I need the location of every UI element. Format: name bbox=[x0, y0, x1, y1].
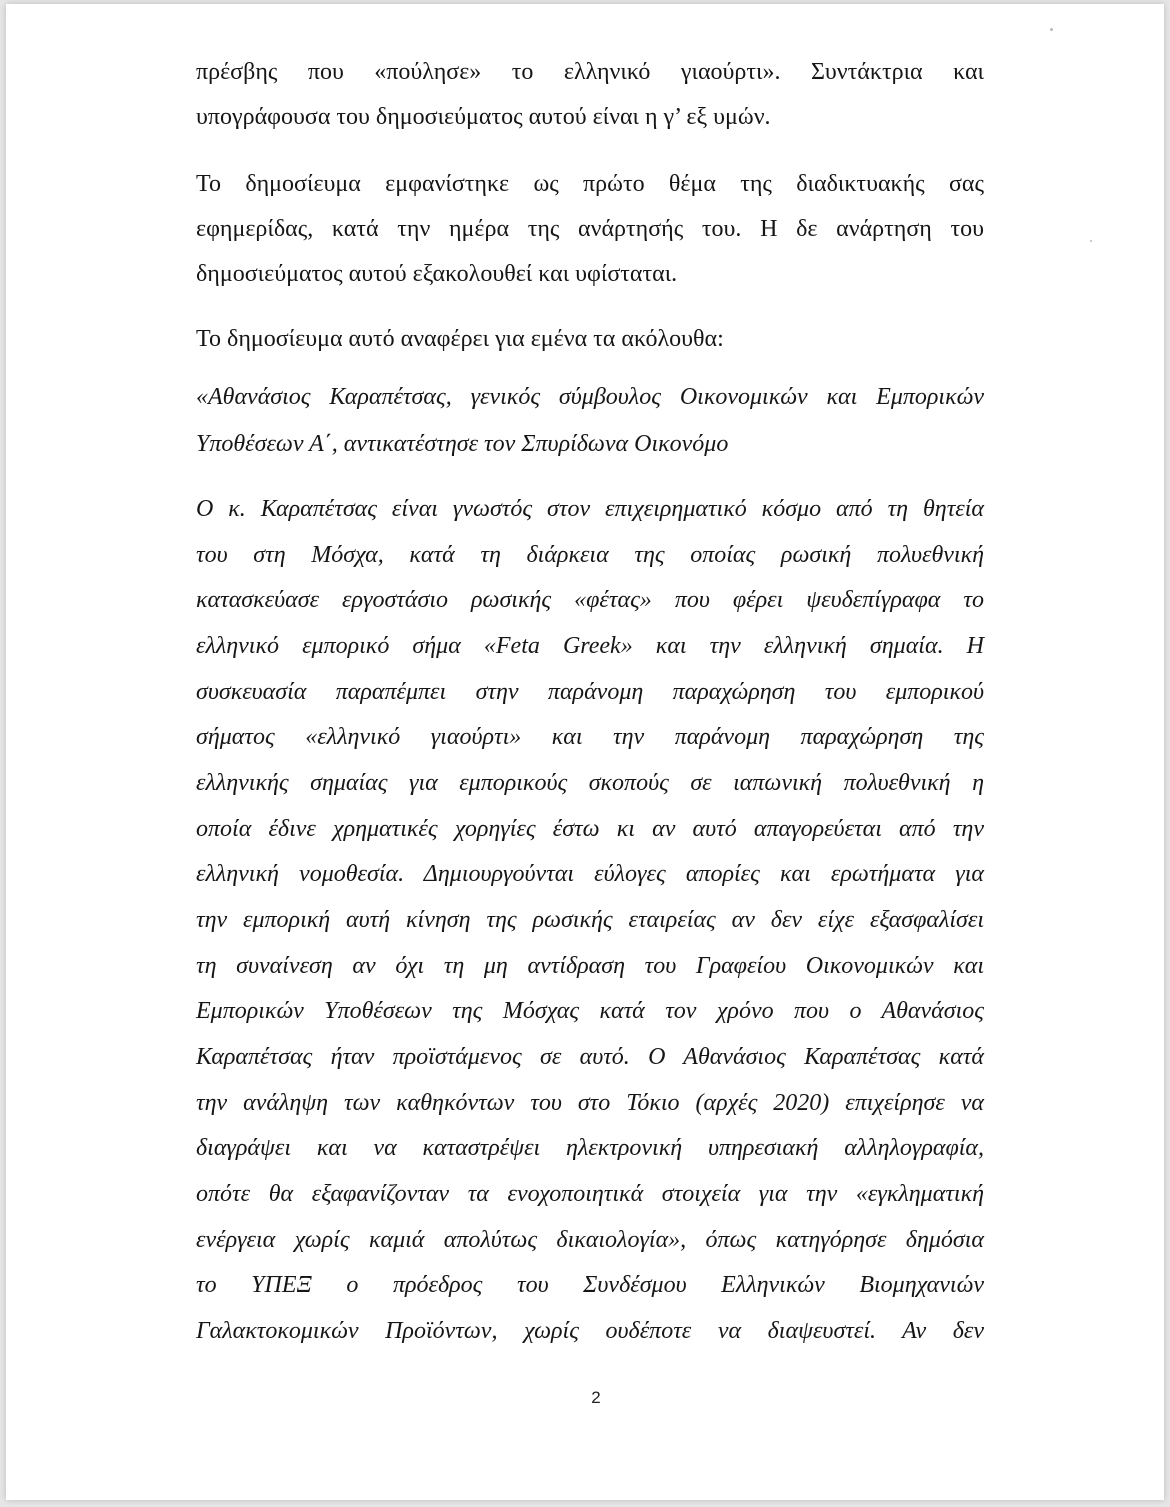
text-line: Το δημοσίευμα αυτό αναφέρει για εμένα τα ακόλουθα: bbox=[196, 326, 724, 352]
document-page bbox=[6, 4, 1164, 1500]
text-line: Καραπέτσας ήταν προϊστάμενος σε αυτό. Ο Αθανάσιος Καραπέτσας κατά bbox=[196, 1044, 984, 1071]
text-line: του στη Μόσχα, κατά τη διάρκεια της οποίας ρωσική πολυεθνική bbox=[196, 541, 984, 568]
page-number: 2 bbox=[591, 1388, 601, 1407]
text-line: ελληνική νομοθεσία. Δημιουργούνται εύλογες απορίες και ερωτήματα για bbox=[196, 861, 984, 888]
scan-speck bbox=[1050, 28, 1053, 31]
text-line: Υποθέσεων Α΄, αντικατέστησε τον Σπυρίδωνα Οικονόμο bbox=[196, 431, 729, 457]
text-line: υπογράφουσα του δημοσιεύματος αυτού είναι η γ’ εξ υμών. bbox=[196, 104, 771, 130]
text-line: Ο κ. Καραπέτσας είναι γνωστός στον επιχειρηματικό κόσμο από τη θητεία bbox=[196, 496, 984, 522]
text-line: οπότε θα εξαφανίζονταν τα ενοχοποιητικά στοιχεία για την «εγκληματική bbox=[196, 1181, 984, 1208]
text-line: Εμπορικών Υποθέσεων της Μόσχας κατά τον χρόνο που ο Αθανάσιος bbox=[196, 998, 984, 1025]
text-line: σήματος «ελληνικό γιαούρτι» και την παράνομη παραχώρηση της bbox=[196, 724, 984, 751]
scan-speck bbox=[1090, 240, 1092, 242]
text-line: την ανάληψη των καθηκόντων του στο Τόκιο (αρχές 2020) επιχείρησε να bbox=[196, 1089, 984, 1116]
text-line: το ΥΠΕΞ ο πρόεδρος του Συνδέσμου Ελληνικών Βιομηχανιών bbox=[196, 1272, 984, 1299]
text-line: Γαλακτοκομικών Προϊόντων, χωρίς ουδέποτε να διαψευστεί. Αν δεν bbox=[196, 1318, 984, 1345]
text-line: πρέσβης που «πούλησε» το ελληνικό γιαούρτι». Συντάκτρια και bbox=[196, 59, 984, 85]
text-line: τη συναίνεση αν όχι τη μη αντίδραση του Γραφείου Οικονομικών και bbox=[196, 952, 984, 979]
text-line: Το δημοσίευμα εμφανίστηκε ως πρώτο θέμα της διαδικτυακής σας bbox=[196, 171, 984, 197]
text-line: την εμπορική αυτή κίνηση της ρωσικής εταιρείας αν δεν είχε εξασφαλίσει bbox=[196, 907, 984, 934]
text-line: εφημερίδας, κατά την ημέρα της ανάρτησής του. Η δε ανάρτηση του bbox=[196, 216, 984, 242]
text-line: ελληνικό εμπορικό σήμα «Feta Greek» και την ελληνική σημαία. Η bbox=[196, 633, 984, 659]
text-line: διαγράψει και να καταστρέψει ηλεκτρονική υπηρεσιακή αλληλογραφία, bbox=[196, 1135, 984, 1162]
text-line: δημοσιεύματος αυτού εξακολουθεί και υφίσταται. bbox=[196, 261, 678, 287]
text-line: κατασκεύασε εργοστάσιο ρωσικής «φέτας» που φέρει ψευδεπίγραφα το bbox=[196, 587, 984, 614]
text-line: οποία έδινε χρηματικές χορηγίες έστω κι αν αυτό απαγορεύεται από την bbox=[196, 815, 984, 842]
text-line: ενέργεια χωρίς καμιά απολύτως δικαιολογία», όπως κατηγόρησε δημόσια bbox=[196, 1226, 984, 1253]
text-line: ελληνικής σημαίας για εμπορικούς σκοπούς σε ιαπωνική πολυεθνική η bbox=[196, 770, 984, 797]
text-line: «Αθανάσιος Καραπέτσας, γενικός σύμβουλος Οικονομικών και Εμπορικών bbox=[196, 384, 984, 410]
text-line: συσκευασία παραπέμπει στην παράνομη παραχώρηση του εμπορικού bbox=[196, 678, 984, 705]
